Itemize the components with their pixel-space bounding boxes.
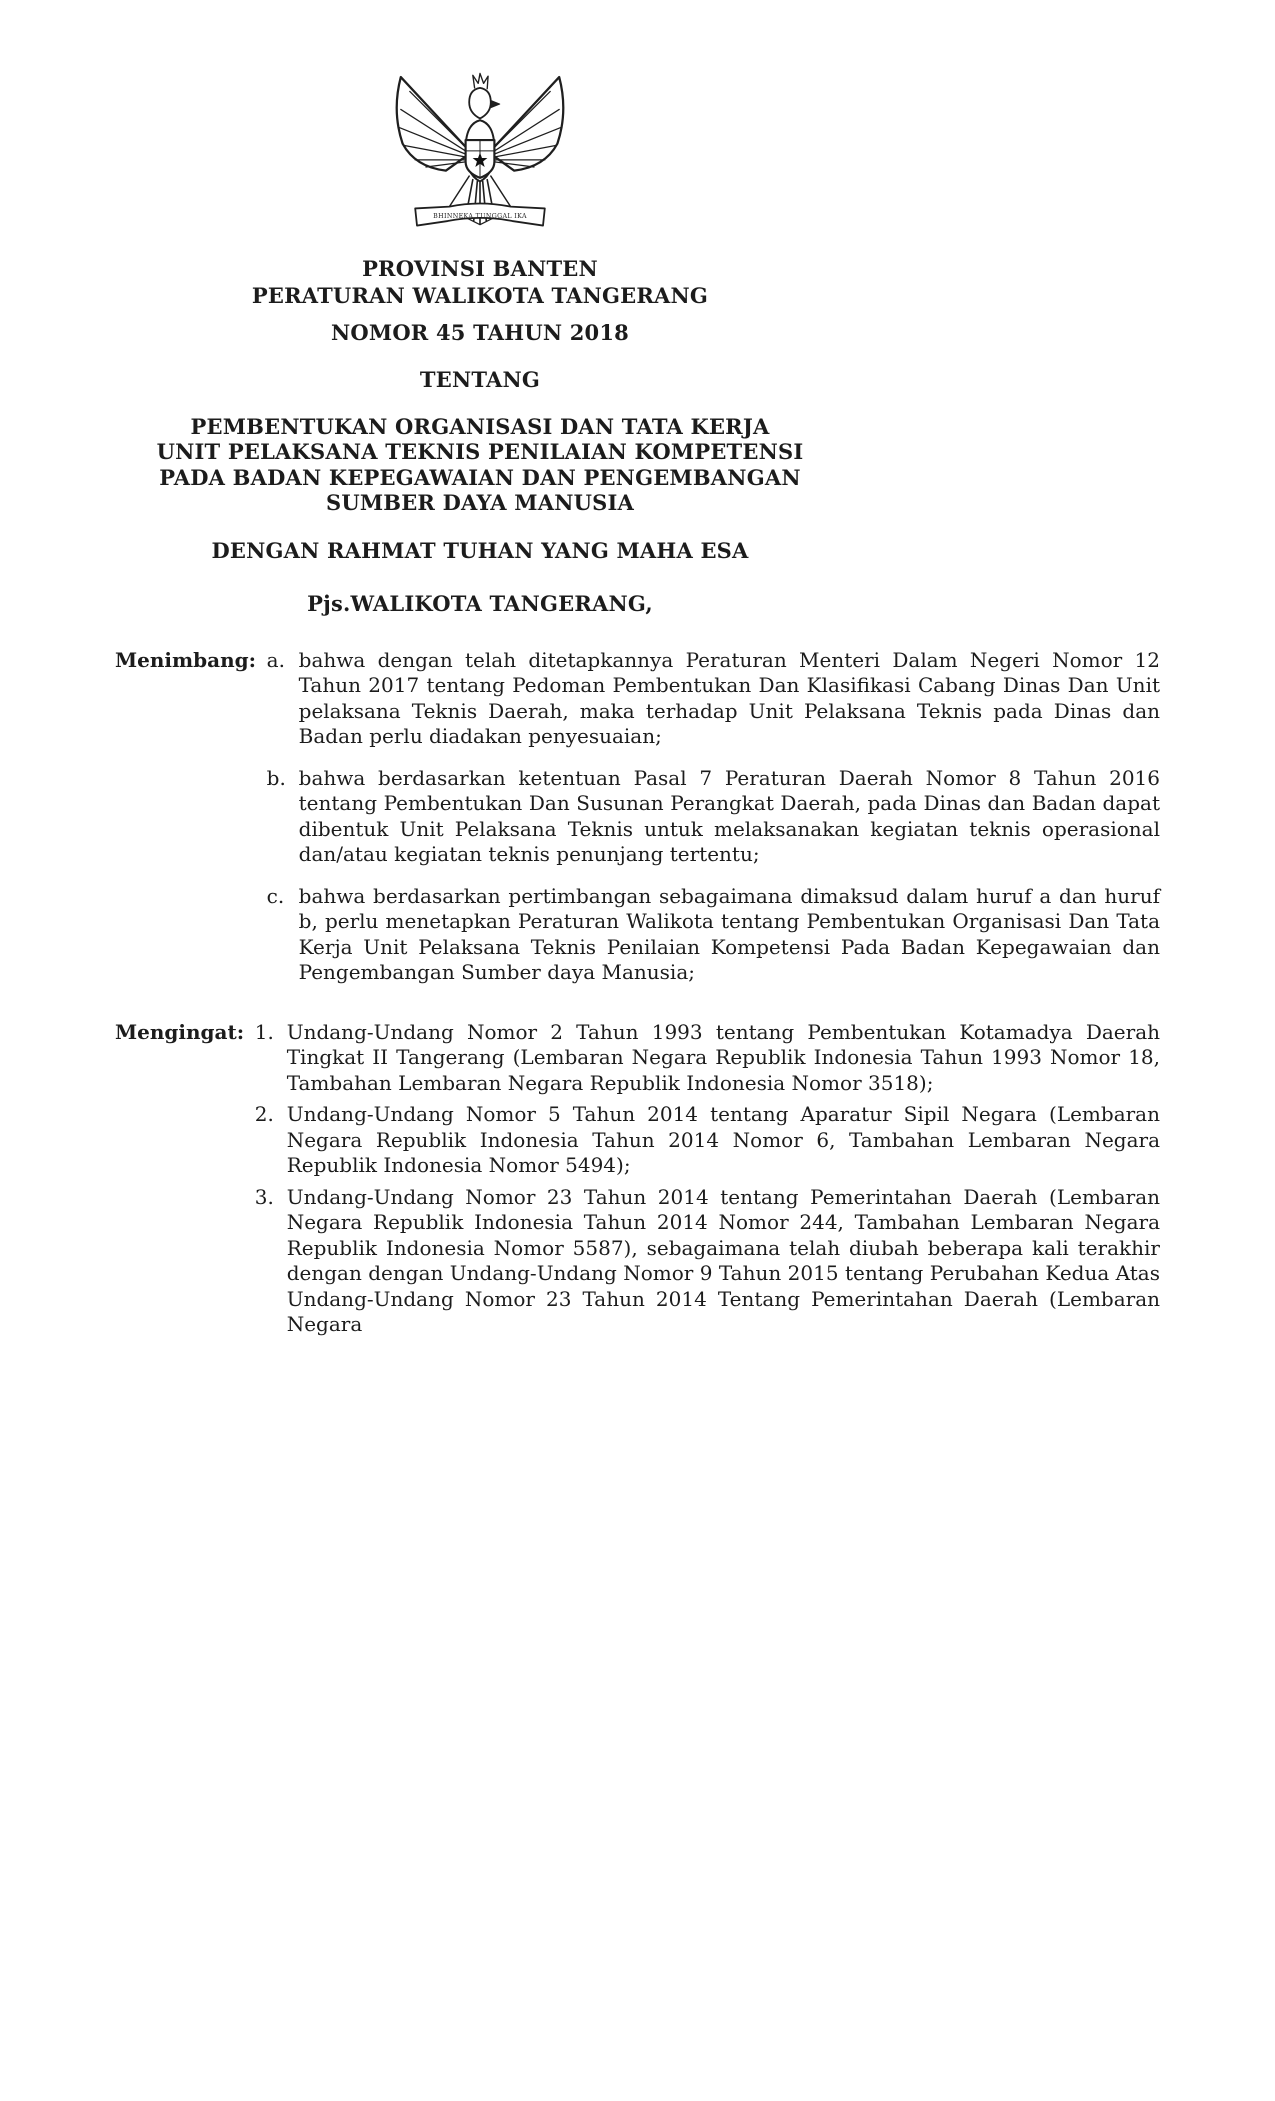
item-marker: c. (266, 883, 285, 908)
item-marker: 3. (254, 1184, 274, 1209)
menimbang-items (267, 648, 1160, 986)
item-text: bahwa berdasarkan pertimbangan sebagaimana dimaksud dalam huruf a dan huruf b, perlu menetapkan Peraturan Walikota tentang Pembentukan Organisasi Dan Tata Kerja Unit Pelaksana Teknis Penilaian Kompetensi Pada Badan Kepegawaian dan Pengembangan Sumber daya Manusia; (298, 883, 1160, 985)
regulation-number: NOMOR 45 TAHUN 2018 (330, 319, 629, 345)
mengingat-item (255, 1102, 1160, 1179)
menimbang-separator: : (248, 647, 257, 672)
item-text: Undang-Undang Nomor 5 Tahun 2014 tentang Aparatur Sipil Negara (Lembaran Negara Republik Indonesia Tahun 2014 Nomor 6, Tambahan Lembaran Negara Republik Indonesia Nomor 5494); (286, 1102, 1160, 1178)
official-title: Pjs.WALIKOTA TANGERANG, (307, 590, 653, 616)
province-title: PROVINSI BANTEN (362, 256, 598, 281)
item-text: bahwa dengan telah ditetapkannya Peraturan Menteri Dalam Negeri Nomor 12 Tahun 2017 tentang Pedoman Pembentukan Dan Klasifikasi Cabang Dinas Dan Unit pelaksana Teknis Daerah, maka terhadap Unit Pelaksana Teknis pada Dinas dan Badan perlu diadakan penyesuaian; (298, 647, 1160, 749)
invocation-line: DENGAN RAHMAT TUHAN YANG MAHA ESA (211, 537, 749, 563)
subject-line: UNIT PELAKSANA TEKNIS PENILAIAN KOMPETENSI (156, 439, 804, 465)
subject-line: SUMBER DAYA MANUSIA (325, 490, 635, 516)
item-marker: b. (266, 765, 286, 790)
menimbang-item (267, 884, 1160, 986)
mengingat-label: Mengingat (115, 1019, 237, 1044)
tentang-label: TENTANG (419, 366, 541, 392)
mengingat-clause (115, 1020, 1160, 1338)
item-text: bahwa berdasarkan ketentuan Pasal 7 Peraturan Daerah Nomor 8 Tahun 2016 tentang Pembentukan Dan Susunan Perangkat Daerah, pada Dinas dan Badan dapat dibentuk Unit Pelaksana Teknis untuk melaksanakan kegiatan teknis operasional dan/atau kegiatan teknis penunjang tertentu; (298, 765, 1160, 867)
subject-line: PADA BADAN KEPEGAWAIAN DAN PENGEMBANGAN (159, 464, 801, 490)
menimbang-clause (115, 648, 1160, 986)
regulation-subject (115, 414, 845, 516)
item-text: Undang-Undang Nomor 2 Tahun 1993 tentang Pembentukan Kotamadya Daerah Tingkat II Tangerang (Lembaran Negara Republik Indonesia Tahun 1993 Nomor 18, Tambahan Lembaran Negara Republik Indonesia Nomor 3518); (286, 1019, 1160, 1095)
mengingat-item (255, 1185, 1160, 1338)
document-heading (115, 66, 845, 618)
menimbang-item (267, 648, 1160, 750)
mengingat-separator: : (236, 1019, 245, 1044)
menimbang-label: Menimbang (115, 647, 249, 672)
menimbang-item (267, 766, 1160, 868)
subject-line: PEMBENTUKAN ORGANISASI DAN TATA KERJA (190, 413, 770, 439)
garuda-pancasila-icon (115, 66, 845, 242)
regulation-title: PERATURAN WALIKOTA TANGERANG (251, 282, 709, 308)
emblem-motto: BHINNEKA TUNGGAL IKA (433, 212, 527, 220)
item-marker: a. (266, 647, 285, 672)
mengingat-items (255, 1020, 1160, 1338)
item-text: Undang-Undang Nomor 23 Tahun 2014 tentang Pemerintahan Daerah (Lembaran Negara Republik Indonesia Tahun 2014 Nomor 244, Tambahan Lembaran Negara Republik Indonesia Nomor 5587), sebagaimana telah diubah beberapa kali terakhir dengan dengan Undang-Undang Nomor 9 Tahun 2015 tentang Perubahan Kedua Atas Undang-Undang Nomor 23 Tahun 2014 Tentang Pemerintahan Daerah (Lembaran Negara (286, 1184, 1160, 1337)
item-marker: 2. (254, 1102, 274, 1127)
document-body (115, 648, 1160, 1338)
item-marker: 1. (254, 1019, 274, 1044)
mengingat-item (255, 1020, 1160, 1097)
